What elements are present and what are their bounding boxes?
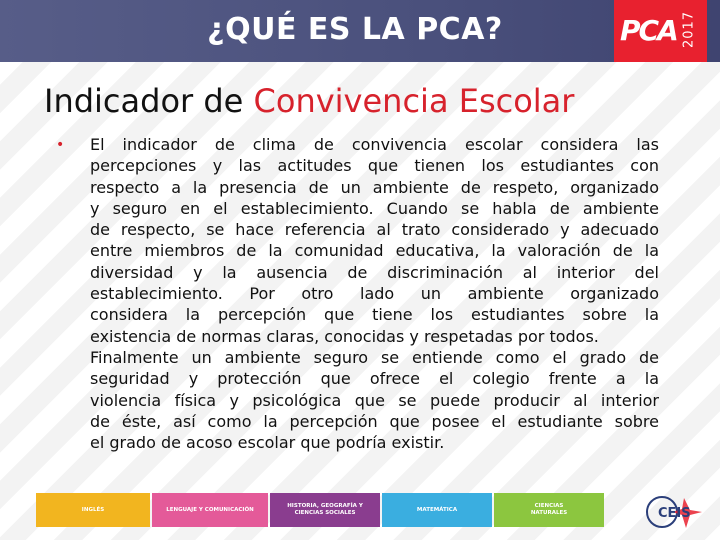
body-line: de éste, así como la percepción que posee el estudiante sobre <box>90 411 659 431</box>
ceis-logo-text: CEIS <box>658 506 691 521</box>
body-line: considera la percepción que tiene los estudiantes sobre la <box>90 305 659 325</box>
pca-logo <box>614 0 707 62</box>
body-line: diversidad y la ausencia de discriminación al interior del <box>90 262 659 282</box>
body-line: y seguro en el establecimiento. Cuando se habla de ambiente <box>90 198 659 218</box>
heading-part2: Convivencia Escolar <box>253 82 575 120</box>
pca-logo-text: PCA <box>620 14 677 47</box>
body-line: respecto a la presencia de un ambiente de respeto, organizado <box>90 177 659 197</box>
page-heading <box>44 82 574 120</box>
body-line: existencia de normas claras, conocidas y respetadas por todos. <box>90 326 599 346</box>
body-line: el grado de acoso escolar que podría existir. <box>90 433 445 453</box>
body-line: seguridad y protección que ofrece el colegio frente a la <box>90 369 659 389</box>
body-line: establecimiento. Por otro lado un ambiente organizado <box>90 284 659 304</box>
ceis-logo <box>638 490 718 534</box>
tile-label: CIENCIAS NATURALES <box>530 503 568 516</box>
tile-historia <box>270 493 380 527</box>
tile-ingles <box>36 493 150 527</box>
tile-label: MATEMÁTICA <box>416 506 458 513</box>
body-line: Finalmente un ambiente seguro se entiende como el grado de <box>90 347 659 367</box>
header-title: ¿QUÉ ES LA PCA? <box>207 12 503 47</box>
body-paragraph <box>90 134 659 453</box>
body-line: percepciones y las actitudes que tienen los estudiantes con <box>90 156 659 176</box>
pca-logo-year-text: 2017 <box>681 10 697 49</box>
heading-part1: Indicador de <box>44 82 254 120</box>
body-line: violencia física y psicológica que se puede producir al interior <box>90 390 659 410</box>
body-line: El indicador de clima de convivencia escolar considera las <box>90 135 659 154</box>
tile-lenguaje <box>152 493 268 527</box>
body-line: de respecto, se hace referencia al trato considerado y adecuado <box>90 220 659 240</box>
header-band <box>0 0 720 62</box>
bullet-marker: • <box>56 137 65 153</box>
body-line: entre miembros de la comunidad educativa, la valoración de la <box>90 241 659 261</box>
tile-label: HISTORIA, GEOGRAFÍA Y CIENCIAS SOCIALES <box>287 503 363 516</box>
tile-matematica <box>382 493 492 527</box>
tile-ciencias <box>494 493 604 527</box>
pca-logo-year <box>676 6 702 56</box>
tile-label: LENGUAJE Y COMUNICACIÓN <box>166 506 254 513</box>
tile-label: INGLÉS <box>81 506 105 513</box>
